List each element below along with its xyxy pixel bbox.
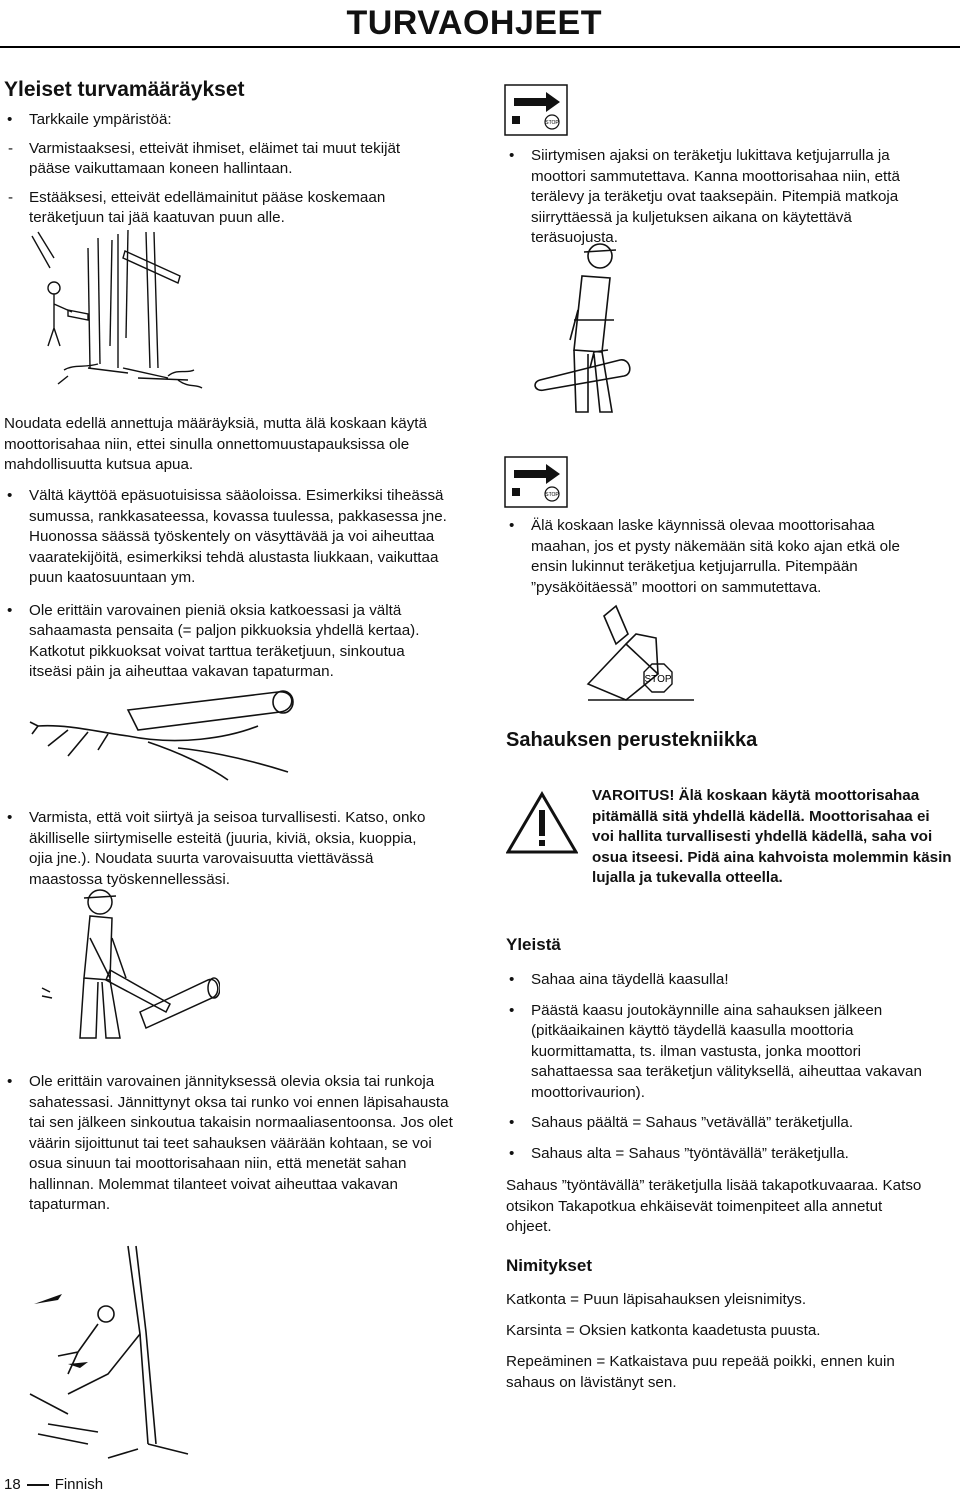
- list-item: • Sahaus päältä = Sahaus ”vetävällä” teräketjulla.: [506, 1113, 926, 1134]
- weather-list: [4, 486, 450, 683]
- term-karsinta: Karsinta = Oksien katkonta kaadetusta puusta.: [506, 1322, 821, 1339]
- section-heading-technique: Sahauksen perustekniikka: [506, 729, 758, 751]
- list-item: • Ole erittäin varovainen jännityksessä olevia oksia tai runkoja sahatessasi. Jännittynyt oksa tai runko voi ennen läpisahausta tai sen jälkeen sinkoutua takaisin normaaliasentoonsa. Jos olet väärin sijoittunut tai teet sahauksen väärään kohtaan, se voi osua sinuun tai moottorisahaan niin, että menetät sahan hallinnan. Molemmat tilanteet voivat aiheuttaa vakavan tapaturman.: [4, 1072, 454, 1216]
- kickback-branch-illustration: [28, 1244, 198, 1464]
- page-title: TURVAOHJEET: [346, 4, 602, 42]
- footing-list: [4, 808, 444, 890]
- list-item: • Siirtymisen ajaksi on teräketju lukittava ketjujarrulla ja moottori sammutettava. Kanna moottorisahaa niin, että terälevy ja teräketju ovat taaksepäin. Pitempiä matkoja siirryttäessä ja kuljetuksen aikana on käytettävä teräsuojusta.: [506, 146, 930, 249]
- chain-brake-symbol: [504, 456, 568, 508]
- carrying-saw-illustration: [530, 240, 640, 430]
- chain-brake-symbol: [504, 84, 568, 136]
- paragraph-noudata: Noudata edellä annettuja määräyksiä, mutta älä koskaan käytä moottorisahaa niin, ettei sinulla onnettomuustapauksissa ole mahdollisuutta kutsua apua.: [4, 415, 427, 473]
- warning-text: VAROITUS! Älä koskaan käytä moottorisahaa pitämällä sitä yhdellä kädellä. Moottorisahaa ei voi hallita turvallisesti yhdellä kädellä, saha voi osua itseesi. Pidä aina kahvoista molemmin käsin lujalla ja tukevalla otteella.: [592, 787, 952, 886]
- list-item: • Tarkkaile ympäristöä:: [4, 110, 444, 131]
- term-repeaminen: Repeäminen = Katkaistava puu repeää poikki, ennen kuin sahaus on lävistänyt sen.: [506, 1353, 895, 1391]
- header-rule: [0, 46, 960, 48]
- subheading-yleista: Yleistä: [506, 935, 561, 954]
- branch-illustration: [28, 686, 328, 786]
- paragraph-push-cut: Sahaus ”työntävällä” teräketjulla lisää takapotkuvaaraa. Katso otsikon Takapotkua ehkäisevät toimenpiteet alla annetut ohjeet.: [506, 1177, 922, 1235]
- sawing-log-illustration: [40, 888, 220, 1058]
- stop-label: STOP: [644, 674, 672, 685]
- list-item: • Päästä kaasu joutokäynnille aina sahauksen jälkeen (pitkäaikainen käyttö täydellä kaasulla moottoria kuormittamatta, ts. ilman vastusta, jonka moottori sahattaessa saa teräketjun välityksellä, aiheuttaa vakavan moottorivaurion).: [506, 1001, 926, 1104]
- page-number: 18: [4, 1476, 21, 1493]
- page-footer: [4, 1476, 103, 1493]
- list-item: • Älä koskaan laske käynnissä olevaa moottorisahaa maahan, jos et pysty näkemään sitä koko ajan etkä ole ensin lukinnut teräketjua ketjujarrulla. Pitempään ”pysäköitäessä” moottori on sammutettava.: [506, 516, 936, 598]
- forest-illustration: [28, 228, 208, 400]
- yleista-list: [506, 970, 926, 1164]
- general-list: [4, 110, 444, 229]
- term-katkonta: Katkonta = Puun läpisahauksen yleisnimitys.: [506, 1291, 807, 1308]
- warning-icon: [506, 790, 578, 856]
- list-item: • Varmista, että voit siirtyä ja seisoa turvallisesti. Katso, onko äkilliselle siirtymiselle esteitä (juuria, kiviä, oksia, kuoppia, ojia jne.). Noudata suurta varovaisuutta viettävässä maastossa työskennellessäsi.: [4, 808, 444, 890]
- stop-label: STOP: [545, 120, 559, 126]
- list-item: - Varmistaaksesi, etteivät ihmiset, eläimet tai muut tekijät pääse vaikuttamaan koneen hallintaan.: [4, 139, 444, 180]
- stop-label: STOP: [545, 492, 559, 498]
- transport-list: [506, 146, 930, 249]
- section-heading-general: Yleiset turvamääräykset: [4, 78, 245, 101]
- list-item: • Vältä käyttöä epäsuotuisissa sääoloissa. Esimerkiksi tiheässä sumussa, rankkasateessa, kovassa tuulessa, pakkasessa jne. Huonossa säässä työskentely on väsyttävää ja voi aiheuttaa vaaratekijöitä, esimerkiksi tehdä alustasta liukkaan, vaikuttaa puun kaatosuuntaan ym.: [4, 486, 450, 589]
- saw-on-ground-illustration: [586, 604, 696, 708]
- subheading-nimitykset: Nimitykset: [506, 1256, 592, 1275]
- list-item: • Sahaa aina täydellä kaasulla!: [506, 970, 926, 991]
- list-item: • Sahaus alta = Sahaus ”työntävällä” teräketjulla.: [506, 1144, 926, 1165]
- tension-list: [4, 1072, 454, 1216]
- ground-list: [506, 516, 936, 598]
- footer-language: Finnish: [54, 1476, 104, 1493]
- list-item: - Estääksesi, etteivät edellämainitut pääse koskemaan teräketjuun tai jää kaatuvan puun alle.: [4, 188, 444, 229]
- list-item: • Ole erittäin varovainen pieniä oksia katkoessasi ja vältä sahaamasta pensaita (= paljon pikkuoksia yhdellä kertaa). Katkotut pikkuoksat voivat tarttua teräketjuun, sinkoutua itseäsi päin ja aiheuttaa vakavan tapaturman.: [4, 601, 450, 683]
